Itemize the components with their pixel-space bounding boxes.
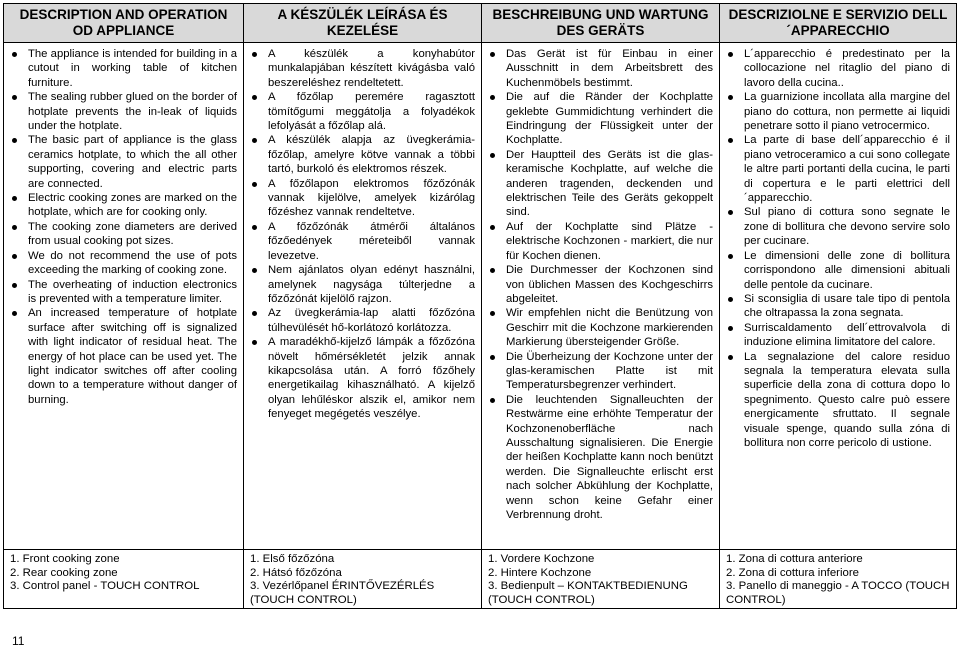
page-number: 11 [12,634,25,648]
legend-line: 1. Vordere Kochzone [488,553,595,565]
list-item: The overheating of induction electronics is prevented with a temperature limiter. [28,278,237,305]
list-item: Die Durchmesser der Kochzonen sind von üblichen Massen des Kochgeschirrs abgeleitet. [506,264,713,305]
list-item: Nem ajánlatos olyan edényt használni, amelynek nagysága túlterjedne a főzőzónát kijelölő rajzon. [268,264,475,305]
column-footer-hu [244,550,482,609]
list-item: Auf der Kochplatte sind Plätze - elektrische Kochzonen - markiert, die nur für Kochen dienen. [506,220,713,262]
legend-line: 3. Panello di maneggio - A TOCCO (TOUCH CONTROL) [726,580,950,606]
list-item: La parte di base dell´apparecchio é il piano vetroceramico a cui sono collegate le altre parti portanti della cucina, le parti di copertura e le parti elettrici dell´apparecchio. [744,134,950,205]
footer-row [4,550,957,609]
list-item: La guarnizione incollata alla margine del piano do cottura, non permette ai liquidi penetrare sotto il piano vetrocermico. [744,91,950,133]
list-item: Die Überheizung der Kochzone unter der glas-keramischen Platte ist mit Temperatursbegrenzer verhindert. [506,350,713,392]
list-item: La segnalazione del calore residuo segnala la temperatura elevata sulla superficie della zona di cottura dopo lo spegnimento. Questo calre può essere energicamente sfruttato. Il segnale visuale spenge, quando sulla zóna di bollitura non corre pericolo di ustione. [744,350,950,449]
column-body-de [482,43,720,550]
list-item: Az üvegkerámia-lap alatti főzőzóna túlhevülését hő-korlátozó korlátozza. [268,307,475,334]
column-heading-de: BESCHREIBUNG UND WARTUNG DES GERÄTS [482,4,720,43]
legend-line: 1. Front cooking zone [10,553,120,565]
list-item: Si sconsiglia di usare tale tipo di pentola che oltrapassa la zona segnata. [744,292,950,320]
bullet-list [248,47,475,422]
list-item: A készülék a konyhabútor munkalapjában készített kivágásba való beszereléshez rendeltetett. [268,48,475,89]
heading-row [4,4,957,43]
list-item: A főzőzónák átmérői általános főzőedények méreteiből vannak levezetve. [268,220,475,262]
list-item: Wir empfehlen nicht die Benützung von Geschirr mit die Kochzone markierenden Markierung übersteigender Größe. [506,307,713,349]
list-item: Das Gerät ist für Einbau in einer Ausschnitt in dem Arbeitsbrett des Kuchenmöbels bestimmt. [506,48,713,89]
list-item: Surriscaldamento dell´ettrovalvola di induzione elimina limitatore del calore. [744,321,950,349]
list-item: Le dimensioni delle zone di bollitura corrispondono alle dimensioni abituali delle pentole da cucinare. [744,249,950,291]
legend-line: 3. Vezérlőpanel ÉRINTŐVEZÉRLÉS (TOUCH CONTROL) [250,580,435,606]
column-heading-it: DESCRIZIOLNE E SERVIZIO DELL´APPARECCHIO [720,4,957,43]
list-item: The basic part of appliance is the glass ceramics hotplate, to which the all other supporting, covering and electric parts are connected. [28,134,237,190]
list-item: We do not recommend the use of pots exceeding the marking of cooking zone. [28,249,237,277]
legend-line: 3. Bedienpult – KONTAKTBEDIENUNG (TOUCH CONTROL) [488,580,688,606]
list-item: The sealing rubber glued on the border of hotplate prevents the in-leak of liquids under the hotplate. [28,91,237,133]
list-item: The cooking zone diameters are derived from usual cooking pot sizes. [28,220,237,248]
list-item: A készülék alapja az üvegkerámia-főzőlap, amelyre kötve vannak a többi tartó, burkoló és elektromos részek. [268,134,475,176]
list-item: The appliance is intended for building in a cutout in working table of kitchen furniture. [28,48,237,89]
legend-line: 2. Rear cooking zone [10,566,118,579]
legend-line: 1. Zona di cottura anteriore [726,553,863,565]
instructions-table [3,3,957,609]
list-item: Der Hauptteil des Geräts ist die glas-keramische Kochplatte, auf welche die anderen tragenden, deckenden und elektrischen Teile des Geräts gekoppelt sind. [506,148,713,219]
list-item: Die auf die Ränder der Kochplatte geklebte Gummidichtung verhindert die Eindringung der Flüssigkeit unter der Kochplatte. [506,91,713,147]
column-footer-it [720,550,957,609]
bullet-list [724,47,950,450]
legend-line: 1. Első főzőzóna [250,553,335,565]
bullet-list [8,47,237,407]
list-item: A főzőlap peremére ragasztott tömítőgumi meggátolja a folyadékok lefolyását a főzőlap alá. [268,91,475,133]
column-footer-de [482,550,720,609]
list-item: A főzőlapon elektromos főzőzónák vannak kijelölve, amelyek kizárólag főzéshez vannak rendeltetve. [268,177,475,219]
bullet-list [486,47,713,522]
column-heading-en: DESCRIPTION AND OPERATION OD APPLIANCE [4,4,244,43]
column-heading-hu: A KÉSZÜLÉK LEÍRÁSA ÉS KEZELÉSE [244,4,482,43]
legend-line: 2. Zona di cottura inferiore [726,566,859,579]
list-item: Die leuchtenden Signalleuchten der Restwärme eine erhöhte Temperatur der Kochzonenoberfläche nach Ausschaltung signalisieren. Die Energie der heißen Kochplatte kann noch benützt werden. Die Signalleuchte erlischt erst nach solcher Abkühlung der Kochplatte, wenn schon keine Gefahr einer Verbrennung droht. [506,393,713,521]
column-body-it [720,43,957,550]
legend-line: 2. Hintere Kochzone [488,566,592,579]
body-row [4,43,957,550]
legend-line: 2. Hátsó főzőzóna [250,566,342,579]
column-body-hu [244,43,482,550]
list-item: An increased temperature of hotplate surface after switching off is signalized with light indicator of residual heat. The energy of hot place can be used yet. The light indicator switches off after cooling down to a temperature without danger of burning. [28,307,237,406]
column-body-en [4,43,244,550]
list-item: Electric cooking zones are marked on the hotplate, which are for cooking only. [28,192,237,219]
list-item: Sul piano di cottura sono segnate le zone di bollitura che devono servire solo per cucinare. [744,206,950,248]
list-item: L´apparecchio é predestinato per la collocazione nel ritaglio del piano di lavoro della cucina.. [744,48,950,89]
column-footer-en [4,550,244,609]
legend-line: 3. Control panel - TOUCH CONTROL [10,580,200,593]
list-item: A maradékhő-kijelző lámpák a főzőzóna növelt hőmérsékletét jelzik annak kikapcsolása után. A forró főzőhely energetikailag kihasználható. A kijelző olyan lehűléskor alszik el, amikor nem fenyeget megégetés veszélye. [268,336,475,421]
